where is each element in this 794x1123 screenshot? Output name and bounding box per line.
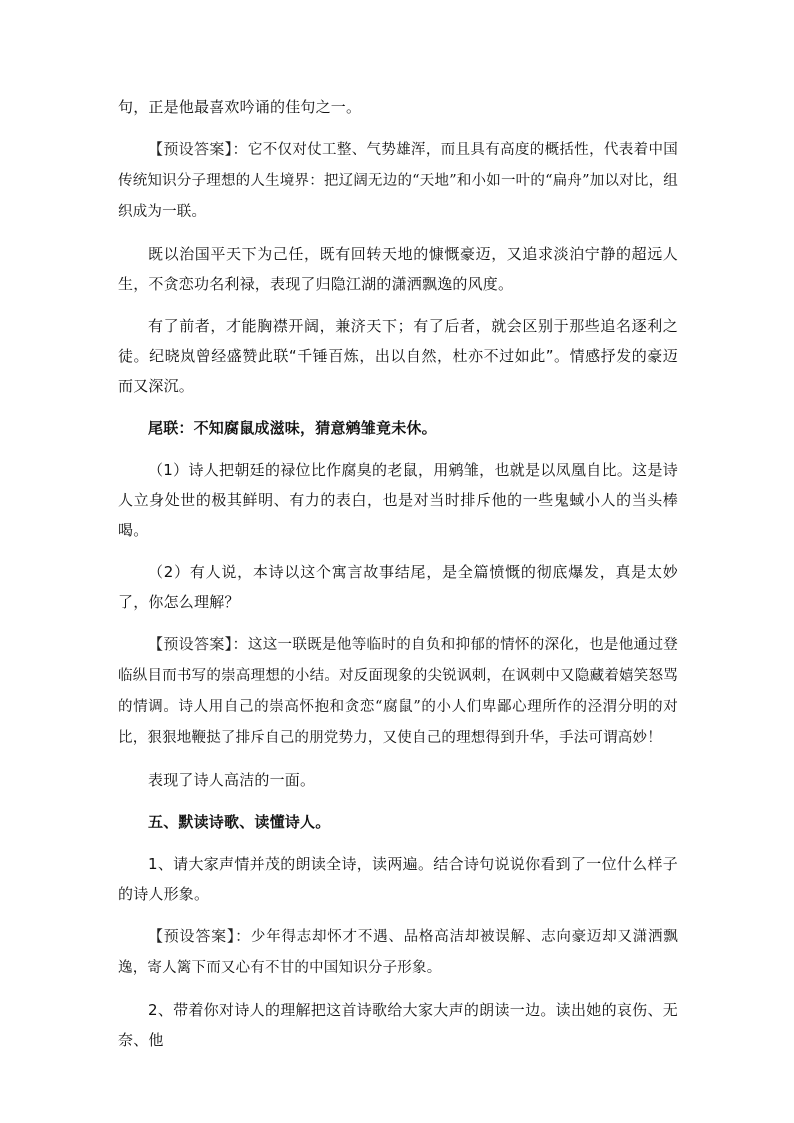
preset-answer-paragraph-2 (118, 629, 678, 753)
document-page (118, 92, 678, 1067)
question-2-paragraph: （2）有人说，本诗以这个寓言故事结尾，是全篇愤慨的彻底爆发，真是太妙了，你怎么理解？ (118, 563, 678, 611)
task-2-paragraph: 2、带着你对诗人的理解把这首诗歌给大家大声的朗读一边。读出她的哀伤、无奈、他 (118, 1001, 678, 1049)
preset-answer-label: 【预设答案】： (148, 140, 248, 158)
task-1-paragraph: 1、请大家声情并茂的朗读全诗，读两遍。结合诗句说说你看到了一位什么样子的诗人形象。 (118, 855, 678, 903)
paragraph-continuation: 句，正是他最喜欢吟诵的佳句之一。 (118, 98, 362, 116)
preset-answer-label: 【预设答案】： (148, 635, 248, 653)
preset-answer-text: 这这一联既是他等临时的自负和抑郁的情怀的深化，也是他通过登临纵目而书写的崇高理想的小结。对反面现象的尖锐讽刺，在讽刺中又隐藏着嬉笑怒骂的情调。诗人用自己的崇高怀抱和贪恋“腐鼠”的小人们卑鄙心理所作的泾渭分明的对比，狠狠地鞭挞了排斥自己的朋党势力，又使自己的理想得到升华，手法可谓高妙！ (118, 637, 678, 746)
preset-answer-text: 少年得志却怀才不遇、品格高洁却被误解、志向豪迈却又潇洒飘逸，寄人篱下而又心有不甘的中国知识分子形象。 (118, 929, 678, 976)
paragraph-ambition: 既以治国平天下为己任，既有回转天地的慷慨豪迈，又追求淡泊宁静的超远人生，不贪恋功名利禄，表现了归隐江湖的潇洒飘逸的风度。 (118, 245, 678, 293)
paragraph-former-latter: 有了前者，才能胸襟开阔，兼济天下；有了后者，就会区别于那些追名逐利之徒。纪晓岚曾经盛赞此联“千锤百炼，出以自然，杜亦不过如此”。情感抒发的豪迈而又深沉。 (118, 317, 678, 395)
preset-answer-label: 【预设答案】： (148, 927, 251, 945)
section-heading-five: 五、默读诗歌、读懂诗人。 (148, 813, 331, 831)
preset-answer-paragraph-3 (118, 921, 678, 983)
preset-answer-text: 它不仅对仗工整、气势雄浑，而且具有高度的概括性，代表着中国传统知识分子理想的人生境界：把辽阔无边的“天地”和小如一叶的“扁舟”加以对比，组织成为一联。 (118, 142, 678, 220)
section-heading-final-couplet: 尾联：不知腐鼠成滋味，猜意鹓雏竟未休。 (148, 419, 437, 437)
paragraph-noble-side: 表现了诗人高洁的一面。 (148, 771, 316, 789)
question-1-paragraph: （1）诗人把朝廷的禄位比作腐臭的老鼠，用鹓雏，也就是以凤凰自比。这是诗人立身处世的极其鲜明、有力的表白，也是对当时排斥他的一些鬼蜮小人的当头棒喝。 (118, 461, 678, 539)
preset-answer-paragraph-1 (118, 134, 678, 227)
